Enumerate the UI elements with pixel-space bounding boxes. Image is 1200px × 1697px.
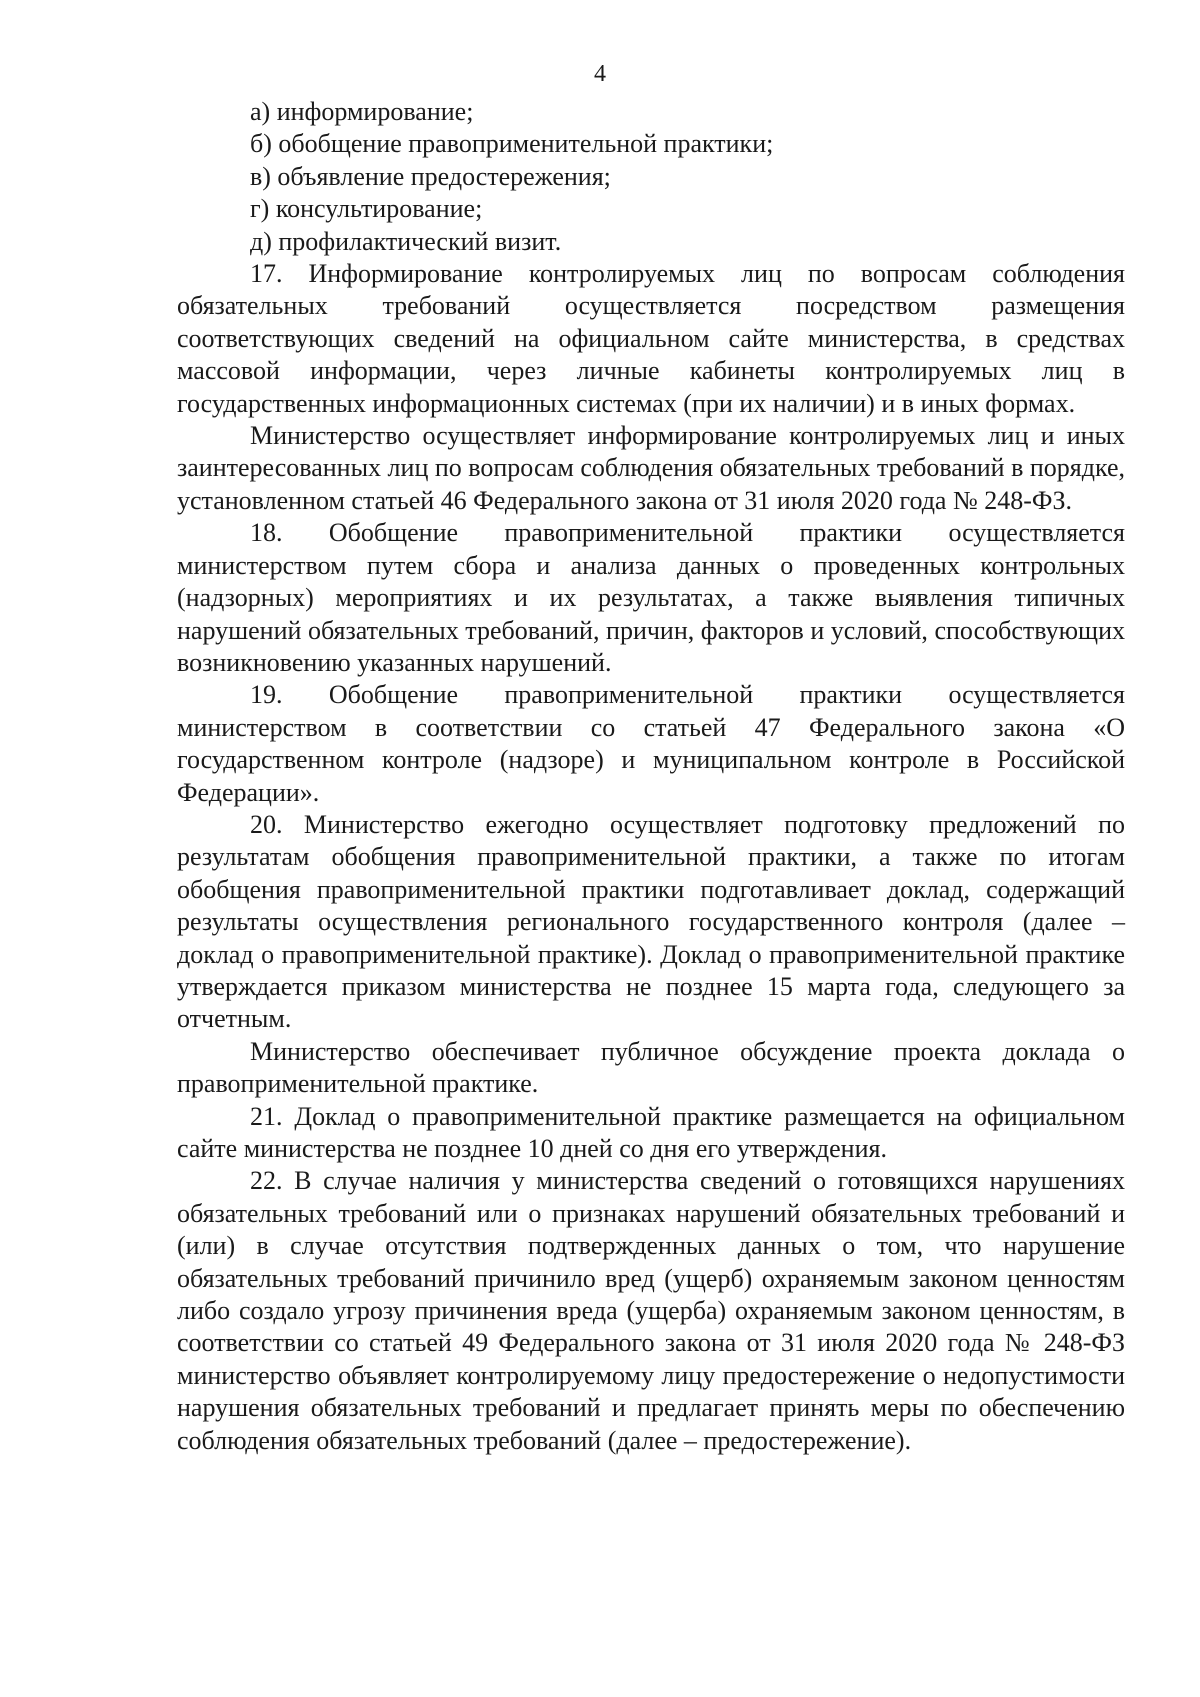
list-item-a: а) информирование; [250,97,474,126]
list-item-c: в) объявление предостережения; [250,161,611,191]
paragraph-20-continued: Министерство обеспечивает публичное обсуждение проекта доклада о правоприменительной практике. [177,1036,1125,1099]
paragraph-21: 21. Доклад о правоприменительной практике размещается на официальном сайте министерства не позднее 10 дней со дня его утверждения. [177,1101,1125,1163]
list-item-e: д) профилактический визит. [250,226,562,256]
paragraph-17: 17. Информирование контролируемых лиц по вопросам соблюдения обязательных требований осуществляется посредством размещения соответствующих сведений на официальном сайте министерства, в средствах массовой информации, через личные кабинеты контролируемых лиц в государственных информационных системах (при их наличии) и в иных формах. [177,259,1125,418]
list-item-b: б) обобщение правоприменительной практики; [250,129,774,159]
paragraph-18: 18. Обобщение правоприменительной практики осуществляется министерством путем сбора и анализа данных о проведенных контрольных (надзорных) мероприятиях и их результатах, а также выявления типичных нарушений обязательных требований, причин, факторов и условий, способствующих возникновению указанных нарушений. [177,518,1125,677]
paragraph-19: 19. Обобщение правоприменительной практики осуществляется министерством в соответствии со статьей 47 Федерального закона «О государственном контроле (надзоре) и муниципальном контроле в Российской Федерации». [177,680,1125,807]
document-body [177,96,1125,1457]
list-item-d: г) консультирование; [250,194,483,224]
paragraph-20: 20. Министерство ежегодно осуществляет подготовку предложений по результатам обобщения правоприменительной практики, а также по итогам обобщения правоприменительной практики подготавливает доклад, содержащий результаты осуществления регионального государственного контроля (далее – доклад о правоприменительной практике). Доклад о правоприменительной практике утверждается приказом министерства не позднее 15 марта года, следующего за отчетным. [177,809,1125,1034]
page-number: 4 [594,61,606,87]
paragraph-17-continued: Министерство осуществляет информирование контролируемых лиц и иных заинтересованных лиц по вопросам соблюдения обязательных требований в порядке, установленном статьей 46 Федерального закона от 31 июля 2020 года № 248-ФЗ. [177,421,1125,515]
paragraph-22: 22. В случае наличия у министерства сведений о готовящихся нарушениях обязательных требований или о признаках нарушений обязательных требований и (или) в случае отсутствия подтвержденных данных о том, что нарушение обязательных требований причинило вред (ущерб) охраняемым законом ценностям либо создало угрозу причинения вреда (ущерба) охраняемым законом ценностям, в соответствии со статьей 49 Федерального закона от 31 июля 2020 года № 248-ФЗ министерство объявляет контролируемому лицу предостережение о недопустимости нарушения обязательных требований и предлагает принять меры по обеспечению соблюдения обязательных требований (далее – предостережение). [177,1166,1125,1455]
